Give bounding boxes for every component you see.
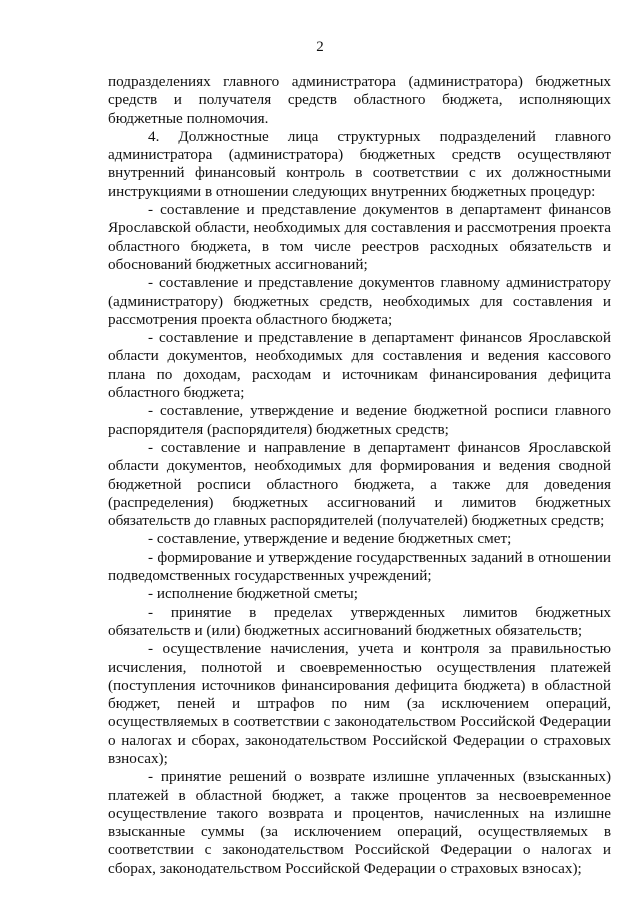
paragraph-continuation: подразделениях главного администратора (администратора) бюджетных средств и получателя средств областного бюджета, исполняющих бюджетные полномочия.: [108, 73, 611, 127]
list-item: - составление, утверждение и ведение бюджетных смет;: [148, 530, 512, 548]
page-number: 2: [316, 39, 324, 55]
list-item: - составление и представление документов в департамент финансов Ярославской области, необходимых для составления и рассмотрения проекта областного бюджета, в том числе реестров расходных обязательств и обоснований бюджетных ассигнований;: [108, 201, 611, 273]
list-item: - осуществление начисления, учета и контроля за правильностью исчисления, полнотой и своевременностью осуществления платежей (поступления источников финансирования дефицита бюджета) в областной бюджет, пеней и штрафов по ним (за исключением операций, осуществляемых в соответствии с законодательством Российской Федерации о налогах и сборах, законодательством Российской Федерации о страховых взносах);: [108, 640, 611, 767]
list-item: - составление и представление в департамент финансов Ярославской области документов, необходимых для составления и ведения кассового плана по доходам, расходам и источникам финансирования дефицита областного бюджета;: [108, 329, 611, 402]
list-item: - исполнение бюджетной сметы;: [148, 585, 358, 603]
list-item: - составление, утверждение и ведение бюджетной росписи главного распорядителя (распорядителя) бюджетных средств;: [108, 402, 611, 438]
list-item: - составление и направление в департамент финансов Ярославской области документов, необходимых для формирования и ведения сводной бюджетной росписи областного бюджета, а также для доведения (распределения) бюджетных ассигнований и лимитов бюджетных обязательств до главных распорядителей (получателей) бюджетных средств;: [108, 438, 611, 530]
list-item: - формирование и утверждение государственных заданий в отношении подведомственных государственных учреждений;: [108, 548, 611, 585]
list-item: - составление и представление документов главному администратору (администратору) бюджетных средств, необходимых для составления и рассмотрения проекта областного бюджета;: [108, 274, 611, 328]
document-body: [108, 73, 611, 878]
paragraph-item-4: 4. Должностные лица структурных подразделений главного администратора (администратора) бюджетных средств осуществляют внутренний финансовый контроль в соответствии с их должностными инструкциями в отношении следующих внутренних бюджетных процедур:: [108, 127, 611, 200]
list-item: - принятие решений о возврате излишне уплаченных (взысканных) платежей в областной бюджет, а также процентов за несвоевременное осуществление такого возврата и процентов, начисленных на излишне взысканные суммы (за исключением операций, осуществляемых в соответствии с законодательством Российской Федерации о налогах и сборах, законодательством Российской Федерации о страховых взносах);: [108, 768, 611, 877]
list-item: - принятие в пределах утвержденных лимитов бюджетных обязательств и (или) бюджетных ассигнований бюджетных обязательств;: [108, 603, 611, 639]
